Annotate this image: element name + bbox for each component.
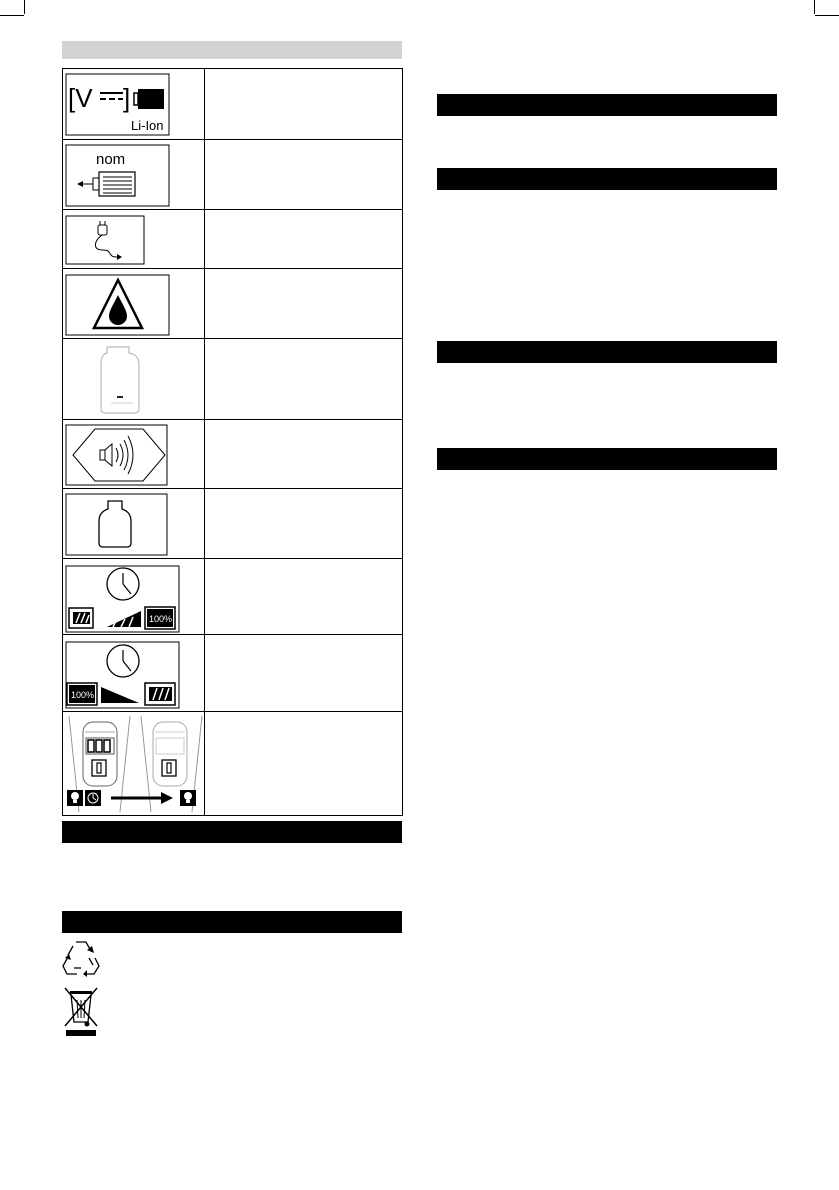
- symbol-row: [63, 420, 403, 489]
- svg-text:Li-Ion: Li-Ion: [131, 118, 164, 133]
- crop-mark-left: [0, 15, 24, 16]
- sound-level-icon: [63, 420, 204, 487]
- crossed-out-wheelie-bin-icon: [61, 986, 101, 1038]
- section-heading-bar: [437, 94, 777, 116]
- svg-text:]: ]: [123, 83, 131, 113]
- oil-drop-warning-icon: [63, 269, 204, 338]
- nominal-motor-icon: [63, 140, 204, 209]
- section-heading-bar: [437, 448, 777, 470]
- symbol-description: [205, 269, 403, 339]
- symbol-row: [63, 269, 403, 339]
- symbol-table: [62, 68, 403, 816]
- section-heading-bar: [437, 168, 777, 190]
- crop-mark-right: [815, 15, 839, 16]
- running-time-icon: [63, 635, 204, 710]
- symbol-row: [63, 712, 403, 816]
- svg-text:[V: [V: [68, 83, 93, 113]
- symbol-description: [205, 489, 403, 559]
- symbol-description: [205, 69, 403, 140]
- charger-plug-icon: [63, 210, 204, 268]
- crop-mark-top-right: [814, 0, 815, 14]
- svg-text:nom: nom: [96, 151, 126, 168]
- symbol-description: [205, 559, 403, 635]
- symbol-row: [63, 140, 403, 210]
- symbol-description: [205, 420, 403, 489]
- symbol-description: [205, 712, 403, 816]
- symbol-row: [63, 559, 403, 635]
- charging-time-icon: [63, 559, 204, 633]
- crop-mark-top-left: [24, 0, 25, 14]
- symbol-row: [63, 339, 403, 420]
- container-bottle-icon: [63, 339, 204, 418]
- symbol-description: [205, 140, 403, 210]
- symbol-row: [63, 69, 403, 140]
- symbol-row: [63, 489, 403, 559]
- symbol-row: [63, 635, 403, 712]
- symbol-description: [205, 339, 403, 420]
- symbol-row: [63, 210, 403, 269]
- svg-text:100%: 100%: [149, 614, 173, 624]
- symbol-description: [205, 635, 403, 712]
- section-heading-bar: [437, 341, 777, 363]
- recycling-icon: [61, 938, 101, 978]
- table-header-bar: [62, 41, 402, 59]
- voltage-li-ion-battery-icon: [63, 69, 204, 138]
- weight-icon: [63, 489, 204, 558]
- section-heading-bar: [62, 821, 402, 843]
- section-heading-bar: [62, 911, 402, 933]
- display-light-timer-icon: [63, 712, 204, 814]
- svg-text:100%: 100%: [71, 690, 95, 700]
- symbol-description: [205, 210, 403, 269]
